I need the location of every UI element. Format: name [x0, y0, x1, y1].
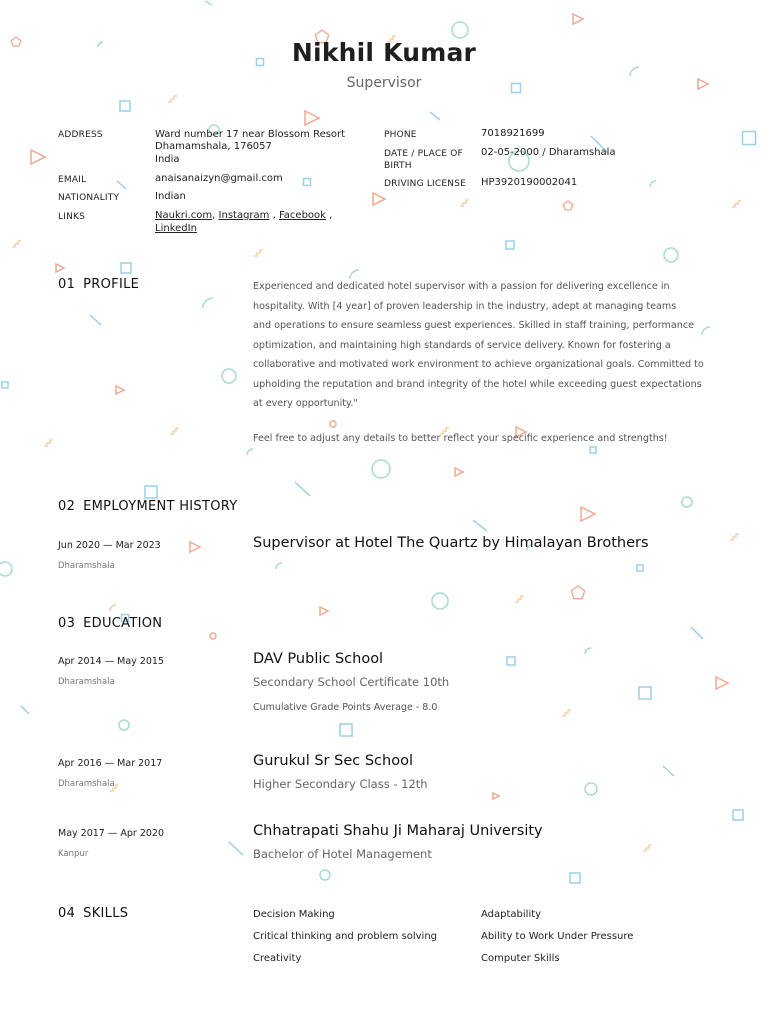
email-value[interactable]: anaisanaizyn@gmail.com [155, 173, 283, 184]
address-line-3: India [155, 154, 180, 165]
profile-line-2: hospitality. With [4 year] of proven leadership in the industry, adept at managing teams [253, 300, 677, 312]
address-line-2: Dhamamshala, 176057 [155, 141, 272, 152]
link-linkedin[interactable]: LinkedIn [155, 223, 197, 234]
dob-label-line-1: DATE / PLACE OF [384, 149, 463, 159]
employment-heading-number: 02 [58, 499, 76, 514]
education-heading [58, 616, 162, 631]
dob-label-line-2: BIRTH [384, 161, 412, 171]
edu-3-location: Kanpur [58, 849, 89, 859]
skills-heading-text: SKILLS [83, 906, 129, 921]
employment-heading-text: EMPLOYMENT HISTORY [83, 499, 238, 514]
nationality-value: Indian [155, 191, 186, 202]
employment-heading [58, 499, 237, 514]
job-1-location: Dharamshala [58, 561, 115, 571]
edu-2-dates: Apr 2016 — Mar 2017 [58, 758, 163, 769]
links-row: Naukri.com, Instagram , Facebook , [155, 210, 333, 221]
profile-line-3: and operations to ensure seamless guest experiences. Skilled in staff training, performance [253, 320, 695, 331]
address-label: ADDRESS [58, 130, 103, 140]
job-1-title: Supervisor at Hotel The Quartz by Himalayan Brothers [253, 535, 649, 551]
skill-item: Adaptability [481, 909, 542, 920]
profile-line-6: upholding the reputation and brand integrity of the hotel while exceeding guest expectations [253, 378, 702, 390]
edu-2-school: Gurukul Sr Sec School [253, 753, 413, 769]
link-naukri[interactable]: Naukri.com [155, 210, 213, 221]
profile-line-7: at every opportunity." [253, 398, 358, 409]
edu-2-location: Dharamshala [58, 779, 115, 789]
license-label: DRIVING LICENSE [384, 179, 466, 189]
profile-line-1: Experienced and dedicated hotel supervisor with a passion for delivering excellence in [253, 281, 670, 292]
skill-item: Creativity [253, 953, 302, 964]
edu-1-note: Cumulative Grade Points Average - 8.0 [253, 702, 438, 713]
skill-item: Ability to Work Under Pressure [481, 931, 634, 942]
profile-heading-text: PROFILE [83, 277, 140, 292]
edu-1-dates: Apr 2014 — May 2015 [58, 656, 165, 667]
link-facebook[interactable]: Facebook [278, 210, 326, 221]
education-heading-text: EDUCATION [83, 616, 163, 631]
candidate-name: Nikhil Kumar [291, 38, 477, 67]
skill-item: Critical thinking and problem solving [253, 931, 437, 942]
profile-line-5: collaborative and motivated work environment to achieve organizational goals. Committed to [253, 359, 704, 370]
edu-3-school: Chhatrapati Shahu Ji Maharaj University [253, 823, 543, 839]
edu-3-dates: May 2017 — Apr 2020 [58, 828, 165, 839]
email-label: EMAIL [58, 175, 87, 185]
skill-item: Decision Making [253, 909, 335, 920]
edu-1-school: DAV Public School [253, 651, 384, 667]
profile-heading-number: 01 [58, 277, 76, 292]
edu-2-degree: Higher Secondary Class - 12th [253, 777, 428, 791]
phone-value[interactable]: 7018921699 [481, 128, 545, 139]
edu-1-degree: Secondary School Certificate 10th [253, 675, 450, 689]
profile-note: Feel free to adjust any details to better reflect your specific experience and strengths! [253, 432, 668, 444]
dob-value: 02-05-2000 / Dharamshala [481, 147, 616, 158]
nationality-label: NATIONALITY [58, 193, 120, 203]
candidate-title: Supervisor [346, 75, 422, 91]
phone-label: PHONE [384, 130, 417, 140]
profile-heading [58, 277, 139, 292]
license-value: HP3920190002041 [481, 177, 578, 188]
profile-summary [253, 277, 713, 448]
links-row-2 [155, 223, 197, 235]
edu-3-degree: Bachelor of Hotel Management [253, 847, 432, 861]
education-heading-number: 03 [58, 616, 76, 631]
skills-heading [58, 906, 128, 921]
skills-heading-number: 04 [58, 906, 76, 921]
job-1-dates: Jun 2020 — Mar 2023 [58, 540, 161, 551]
link-instagram[interactable]: Instagram [218, 210, 270, 221]
profile-line-4: optimization, and maintaining high standards of service delivery. Known for fostering a [253, 339, 671, 351]
address-line-1: Ward number 17 near Blossom Resort [155, 129, 346, 140]
skill-item: Computer Skills [481, 953, 560, 964]
edu-1-location: Dharamshala [58, 677, 115, 687]
links-label: LINKS [58, 212, 86, 222]
